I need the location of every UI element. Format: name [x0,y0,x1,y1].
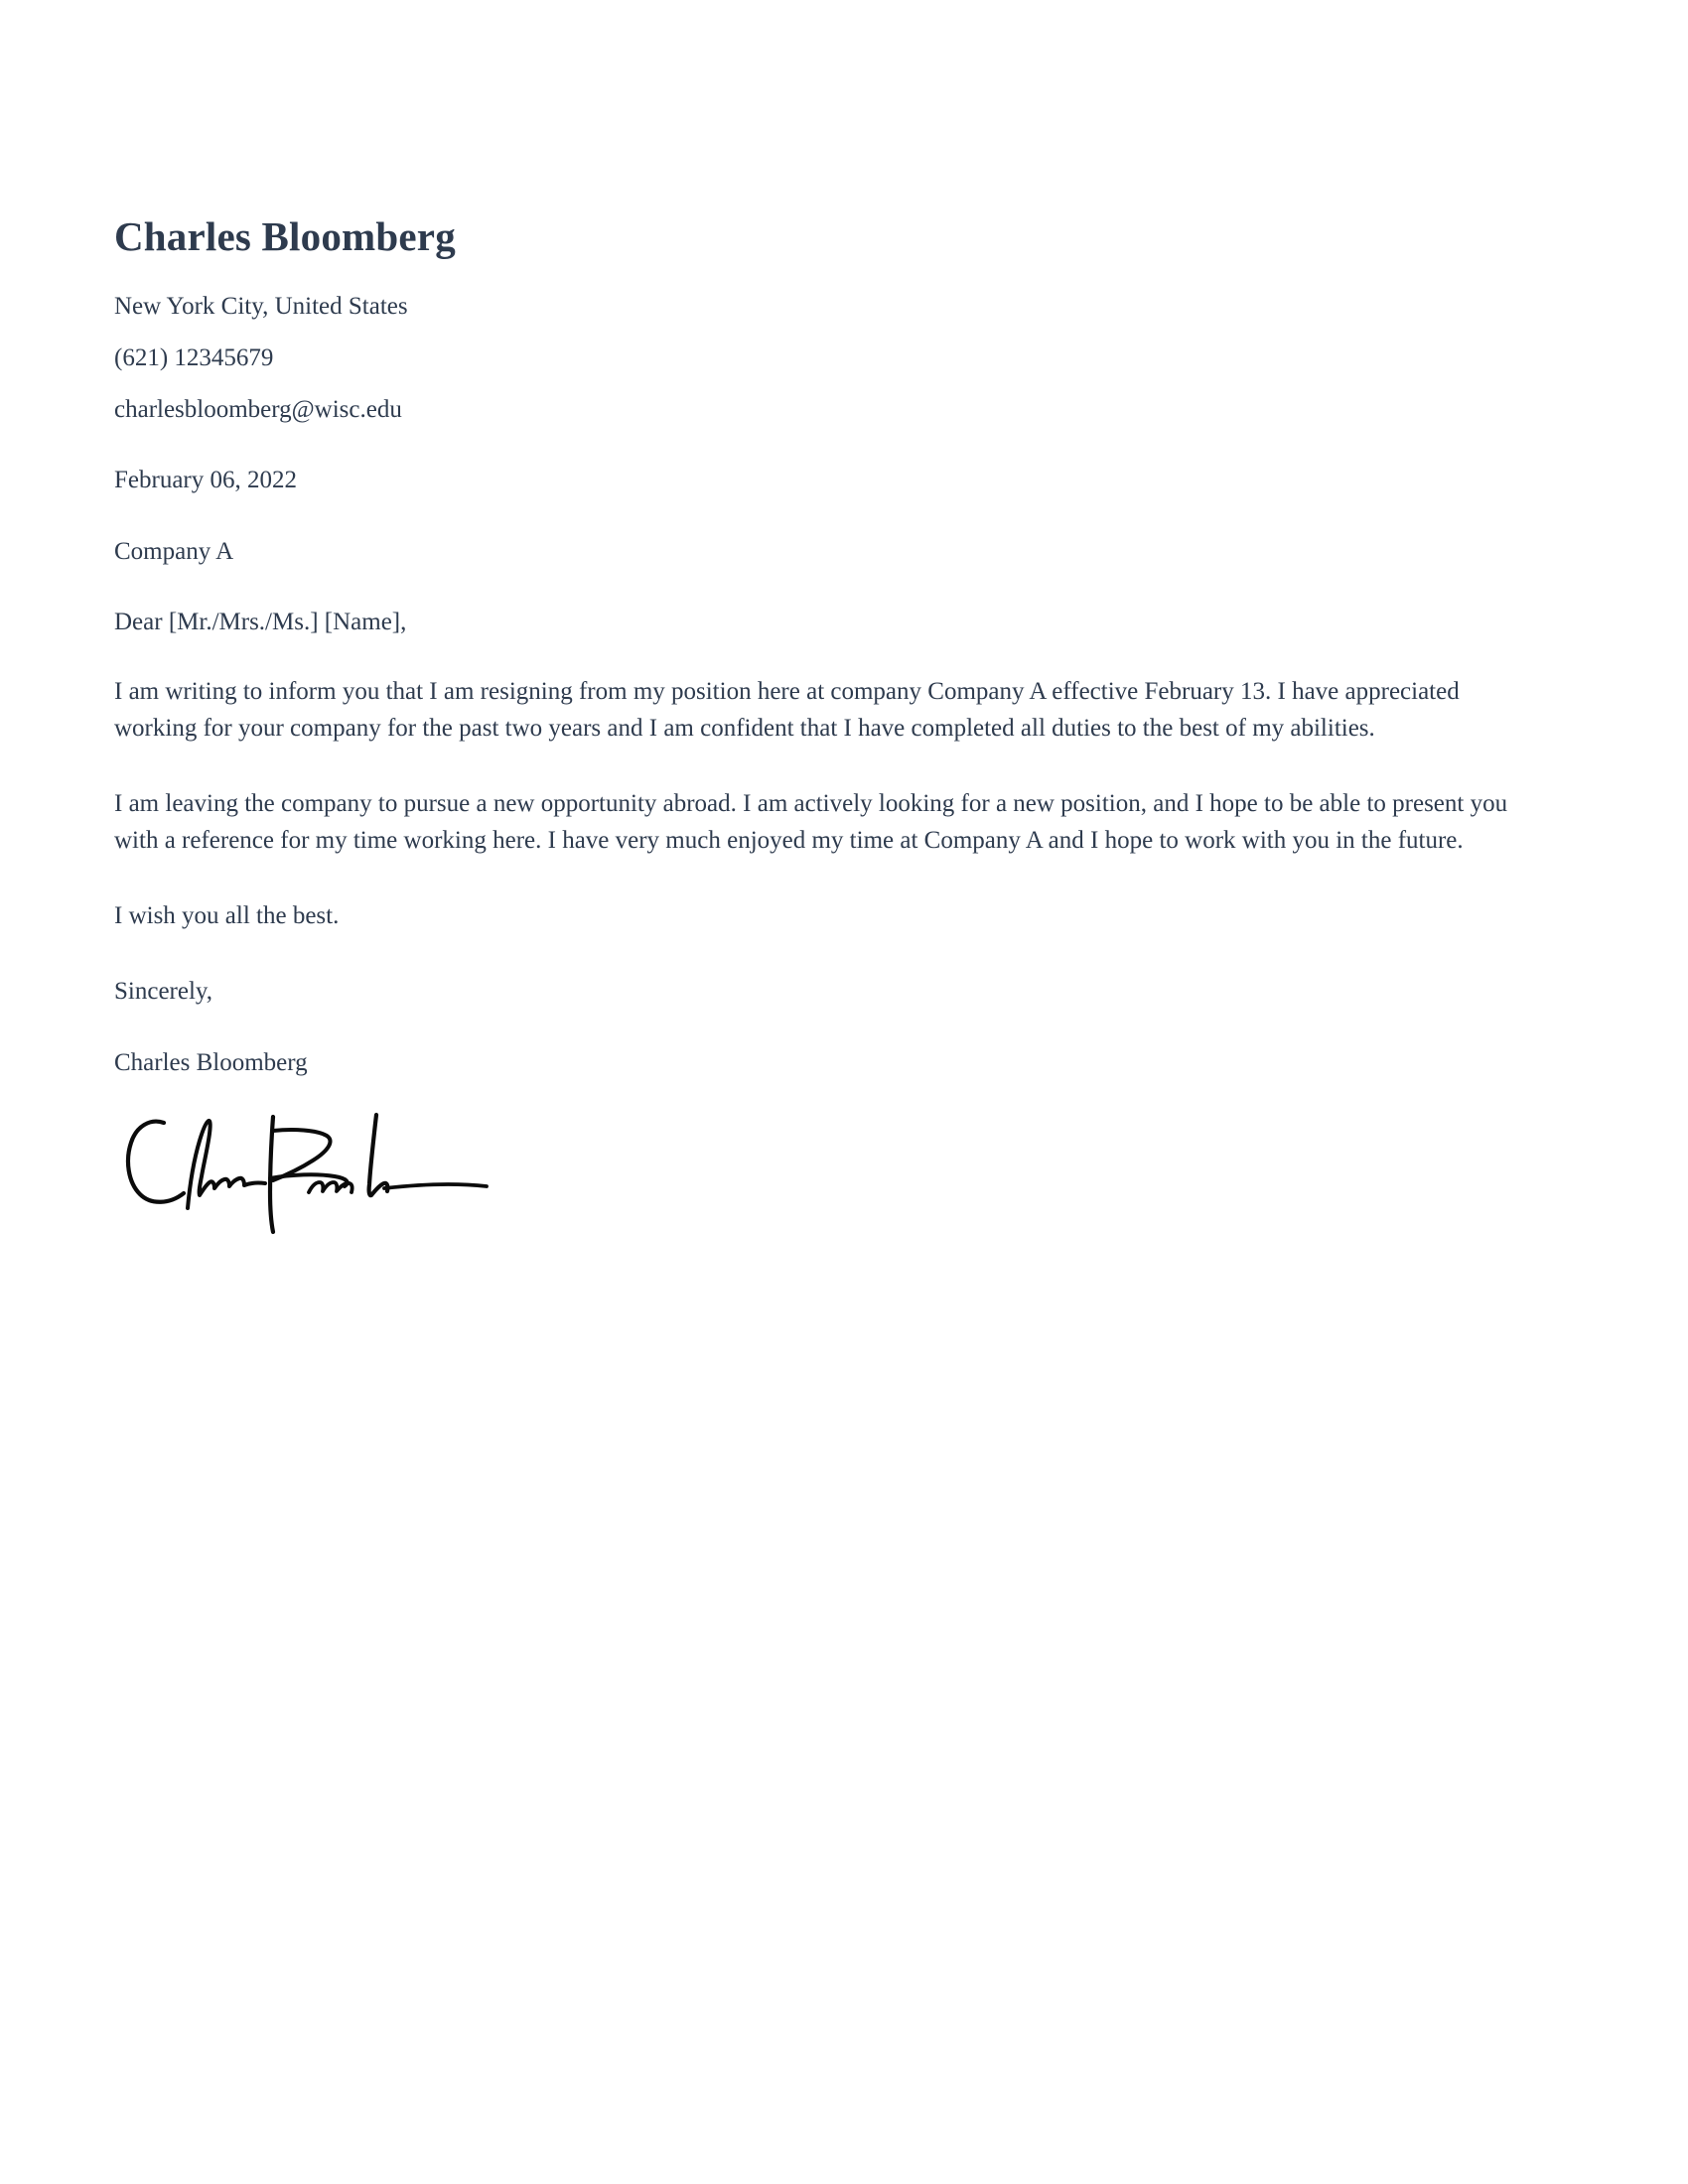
handwritten-signature-icon [114,1101,531,1230]
letter-salutation: Dear [Mr./Mrs./Ms.] [Name], [114,609,407,636]
page-title: Charles Bloomberg [114,213,456,259]
letter-body [114,213,1544,1230]
contact-email: charlesbloomberg@wisc.edu [114,396,402,424]
contact-phone: (621) 12345679 [114,344,274,372]
contact-location: New York City, United States [114,293,408,321]
contact-block [114,294,1544,422]
letter-recipient: Company A [114,538,234,566]
letter-paragraph-1: I am writing to inform you that I am resigning from my position here at company Company A effective February 13. I have appreciated working for your company for the past two years and I am confident that I have completed all duties to the best of my abilities. [114,678,1460,742]
letter-closing: Sincerely, [114,977,213,1005]
letter-date: February 06, 2022 [114,467,297,494]
letter-signer-name: Charles Bloomberg [114,1048,308,1076]
letter-paragraph-3: I wish you all the best. [114,902,340,930]
letter-paragraph-2: I am leaving the company to pursue a new opportunity abroad. I am actively looking for a new position, and I hope to be able to present you with a reference for my time working here. I have very much enjoyed my time at Company A and I hope to work with you in the future. [114,790,1508,854]
